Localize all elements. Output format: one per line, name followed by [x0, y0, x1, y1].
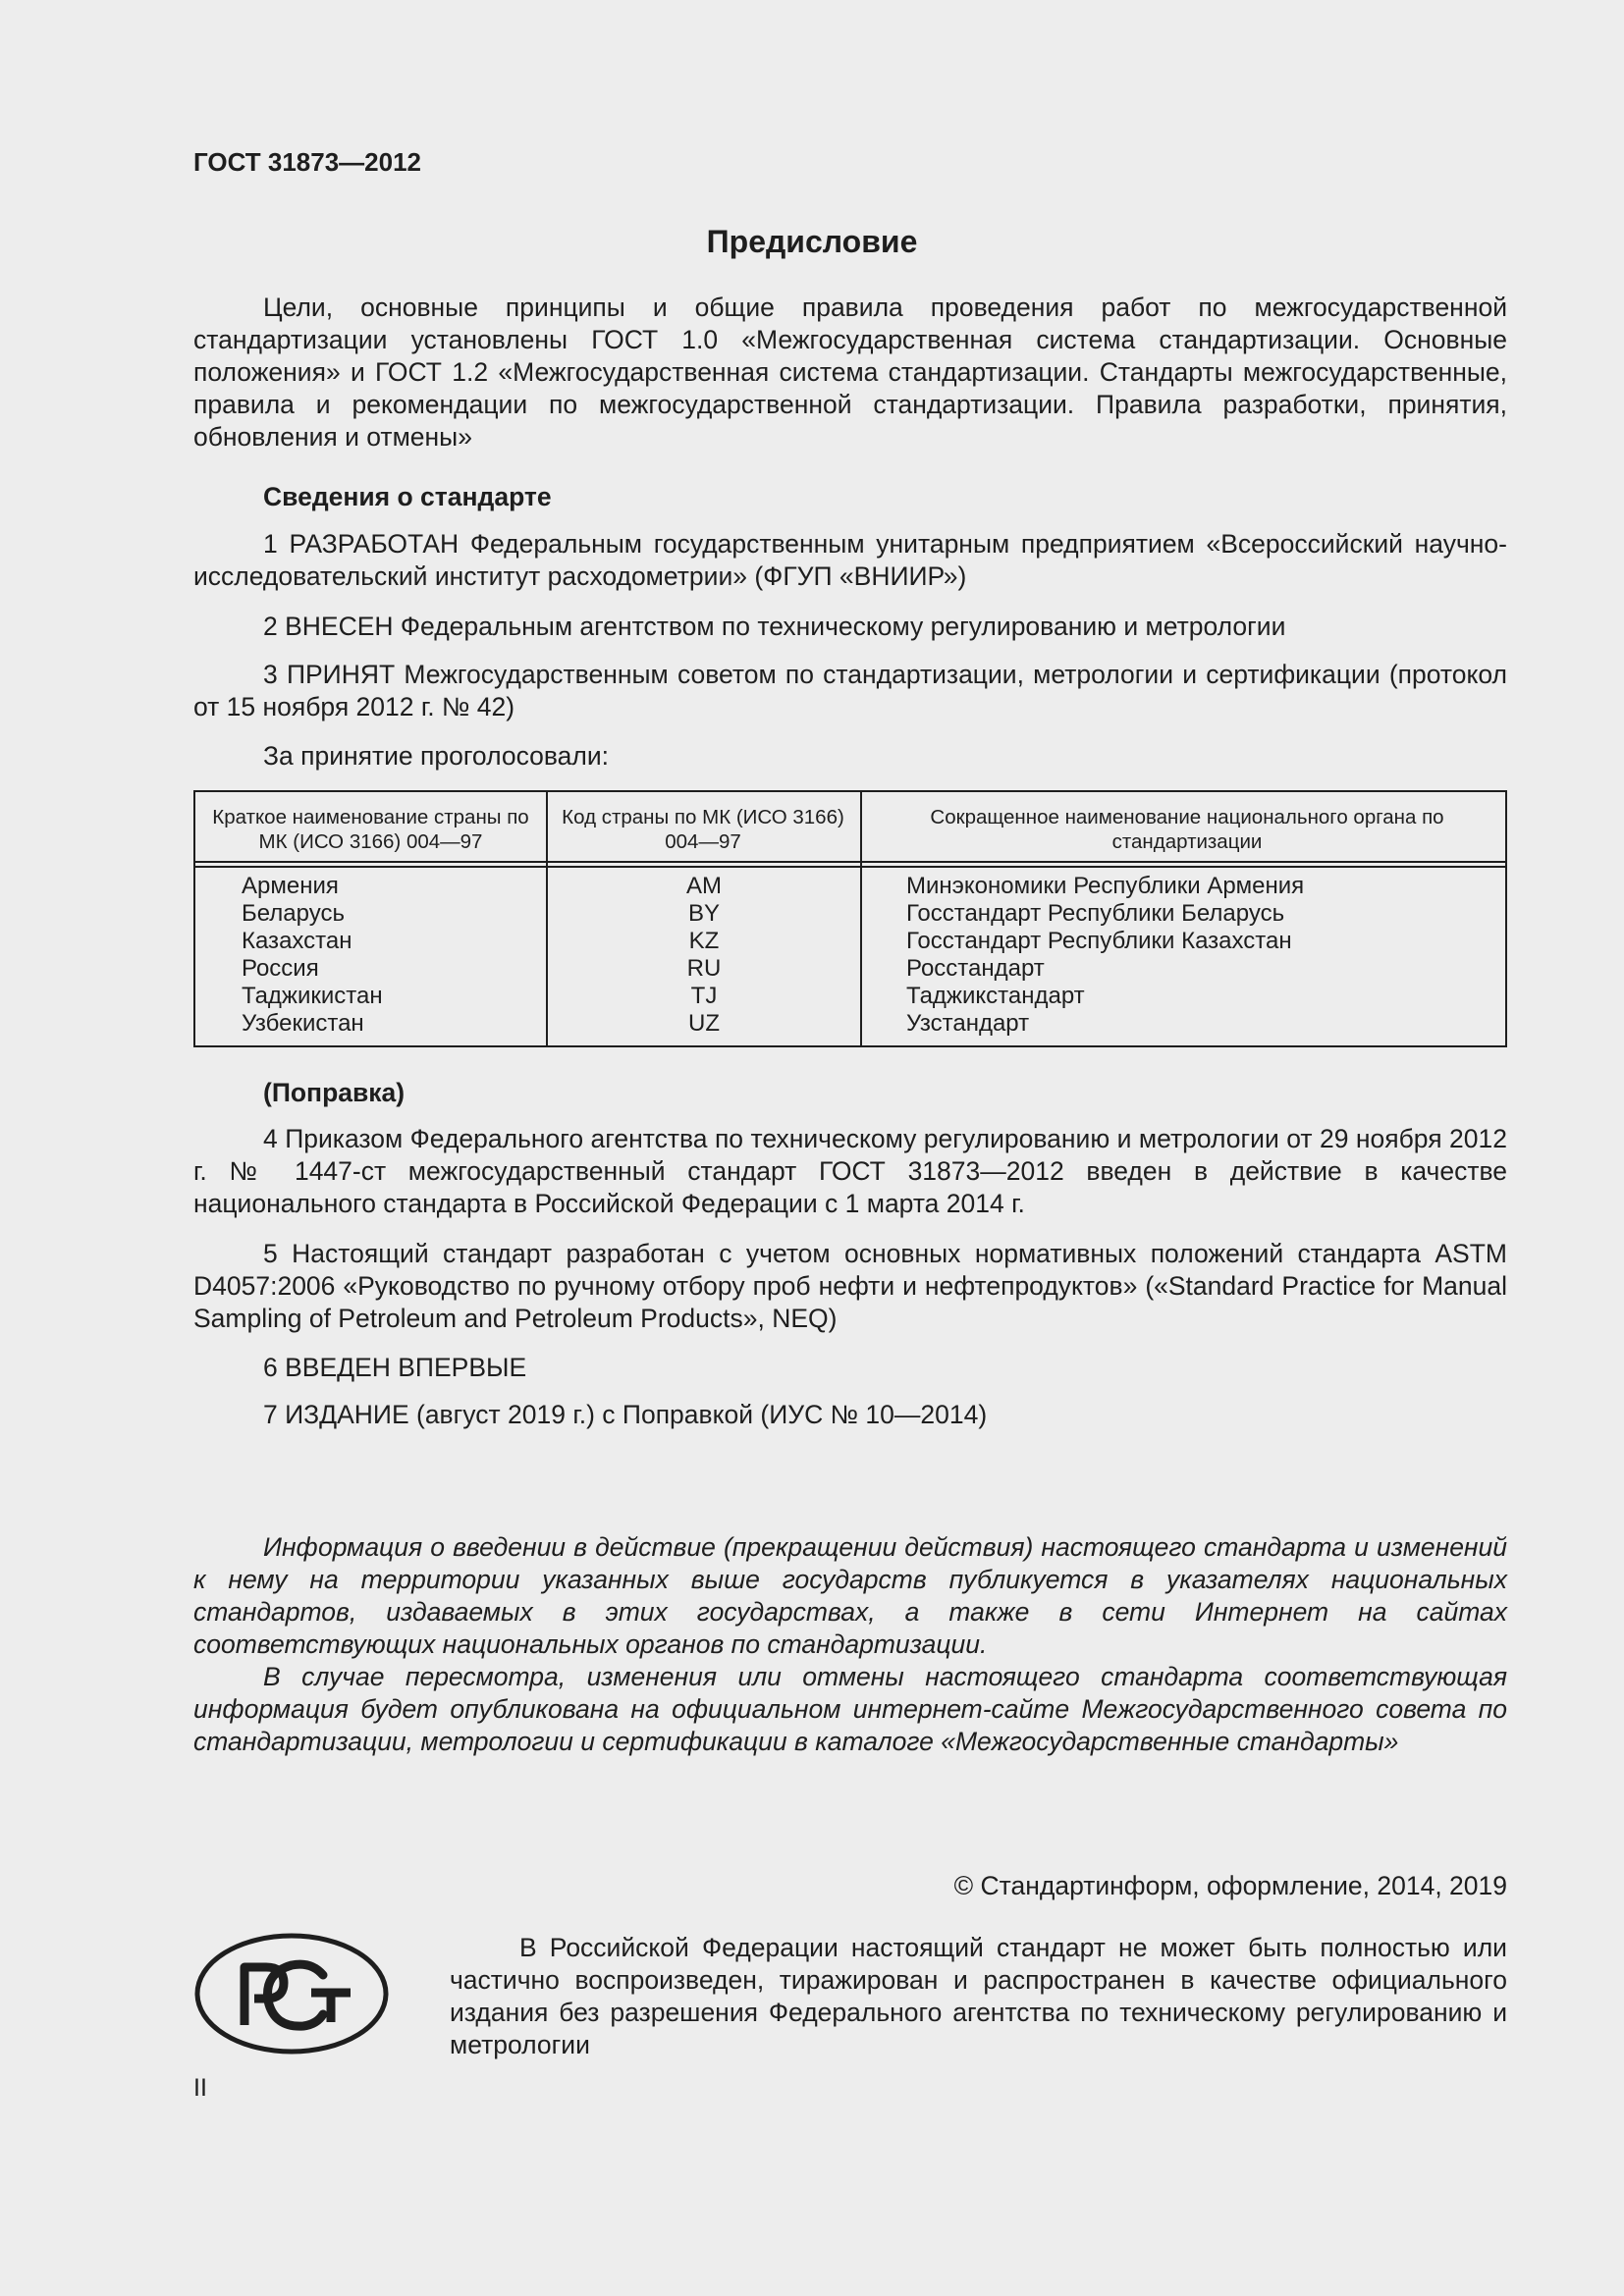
table-cell: Узбекистан: [242, 1010, 364, 1037]
table-header-code: Код страны по МК (ИСО 3166) 004—97: [562, 806, 844, 853]
rst-logo-icon: [193, 1932, 390, 2056]
intro-paragraph: Цели, основные принципы и общие правила проведения работ по межгосударственной стандартизации установлены ГОСТ 1.0 «Межгосударственная система стандартизации. Основные положения» и ГОСТ 1.2 «Межгосударственная система стандартизации. Стандарты межгосударственные, правила и рекомендации по межгосударственной стандартизации. Правила разработки, принятия, обновления и отмены»: [193, 293, 1507, 452]
table-cell: Таджикстандарт: [906, 983, 1085, 1009]
info-heading: Сведения о стандарте: [263, 482, 552, 511]
table-divider: [195, 861, 1505, 863]
table-cell: KZ: [688, 928, 720, 954]
item-4: 4 Приказом Федерального агентства по техническому регулированию и метрологии от 29 ноября 2012 г. № 1447-ст межгосударственный стандарт ГОСТ 31873—2012 введен в действие в качестве национального стандарта в Российской Федерации с 1 марта 2014 г.: [193, 1124, 1507, 1218]
item-2: 2 ВНЕСЕН Федеральным агентством по техническому регулированию и метрологии: [263, 612, 1286, 641]
table-cell: Росстандарт: [906, 955, 1045, 982]
table-cell: Беларусь: [242, 900, 345, 927]
voting-table: [193, 790, 1507, 1047]
voted-label: За принятие проголосовали:: [263, 741, 610, 771]
table-cell: UZ: [688, 1010, 720, 1037]
rf-notice: В Российской Федерации настоящий стандарт не может быть полностью или частично воспроизведен, тиражирован и распространен в качестве официального издания без разрешения Федерального агентства по техническому регулированию и метрологии: [450, 1933, 1507, 2059]
code-column: [548, 873, 860, 1038]
table-cell: Госстандарт Республики Беларусь: [906, 900, 1285, 927]
item-7: 7 ИЗДАНИЕ (август 2019 г.) с Поправкой (ИУС № 10—2014): [263, 1400, 988, 1429]
table-cell: Минэкономики Республики Армения: [906, 873, 1305, 899]
table-cell: TJ: [690, 983, 718, 1009]
item-1: 1 РАЗРАБОТАН Федеральным государственным унитарным предприятием «Всероссийский научно-исследовательский институт расходометрии» (ФГУП «ВНИИР»): [193, 529, 1507, 591]
item-3: 3 ПРИНЯТ Межгосударственным советом по стандартизации, метрологии и сертификации (протокол от 15 ноября 2012 г. № 42): [193, 660, 1507, 721]
table-divider: [195, 866, 1505, 868]
item-6: 6 ВВЕДЕН ВПЕРВЫЕ: [263, 1353, 527, 1382]
table-cell: Таджикистан: [242, 983, 383, 1009]
body-column: [906, 873, 1304, 1038]
country-column: [242, 873, 383, 1038]
item-5: 5 Настоящий стандарт разработан с учетом основных нормативных положений стандарта ASTM D4057:2006 «Руководство по ручному отбору проб нефти и нефтепродуктов» («Standard Practice for Manual Sampling of Petroleum and Petroleum Products», NEQ): [193, 1239, 1507, 1333]
page-title: Предисловие: [706, 224, 918, 259]
table-cell: Узстандарт: [906, 1010, 1030, 1037]
table-cell: Казахстан: [242, 928, 352, 954]
table-cell: Армения: [242, 873, 339, 899]
notice-paragraph-2: В случае пересмотра, изменения или отмены настоящего стандарта соответствующая информация будет опубликована на официальном интернет-сайте Межгосударственного совета по стандартизации, метрологии и сертификации в каталоге «Межгосударственные стандарты»: [193, 1662, 1507, 1756]
table-cell: RU: [686, 955, 722, 982]
table-header-body: Сокращенное наименование национального органа по стандартизации: [930, 806, 1444, 853]
document-code: ГОСТ 31873—2012: [193, 147, 421, 177]
amendment-label: (Поправка): [263, 1078, 406, 1107]
table-cell: Россия: [242, 955, 319, 982]
table-cell: BY: [687, 900, 720, 927]
notice-paragraph-1: Информация о введении в действие (прекращении действия) настоящего стандарта и изменений к нему на территории указанных выше государств публикуется в указателях национальных стандартов, издаваемых в этих государствах, а также в сети Интернет на сайтах соответствующих национальных органов по стандартизации.: [193, 1532, 1507, 1659]
page-number: II: [193, 2074, 207, 2102]
table-cell: AM: [686, 873, 722, 899]
copyright: © Стандартинформ, оформление, 2014, 2019: [953, 1871, 1507, 1900]
table-cell: Госстандарт Республики Казахстан: [906, 928, 1292, 954]
table-header-country: Краткое наименование страны по МК (ИСО 3166) 004—97: [212, 806, 529, 853]
table-divider: [860, 792, 862, 1045]
